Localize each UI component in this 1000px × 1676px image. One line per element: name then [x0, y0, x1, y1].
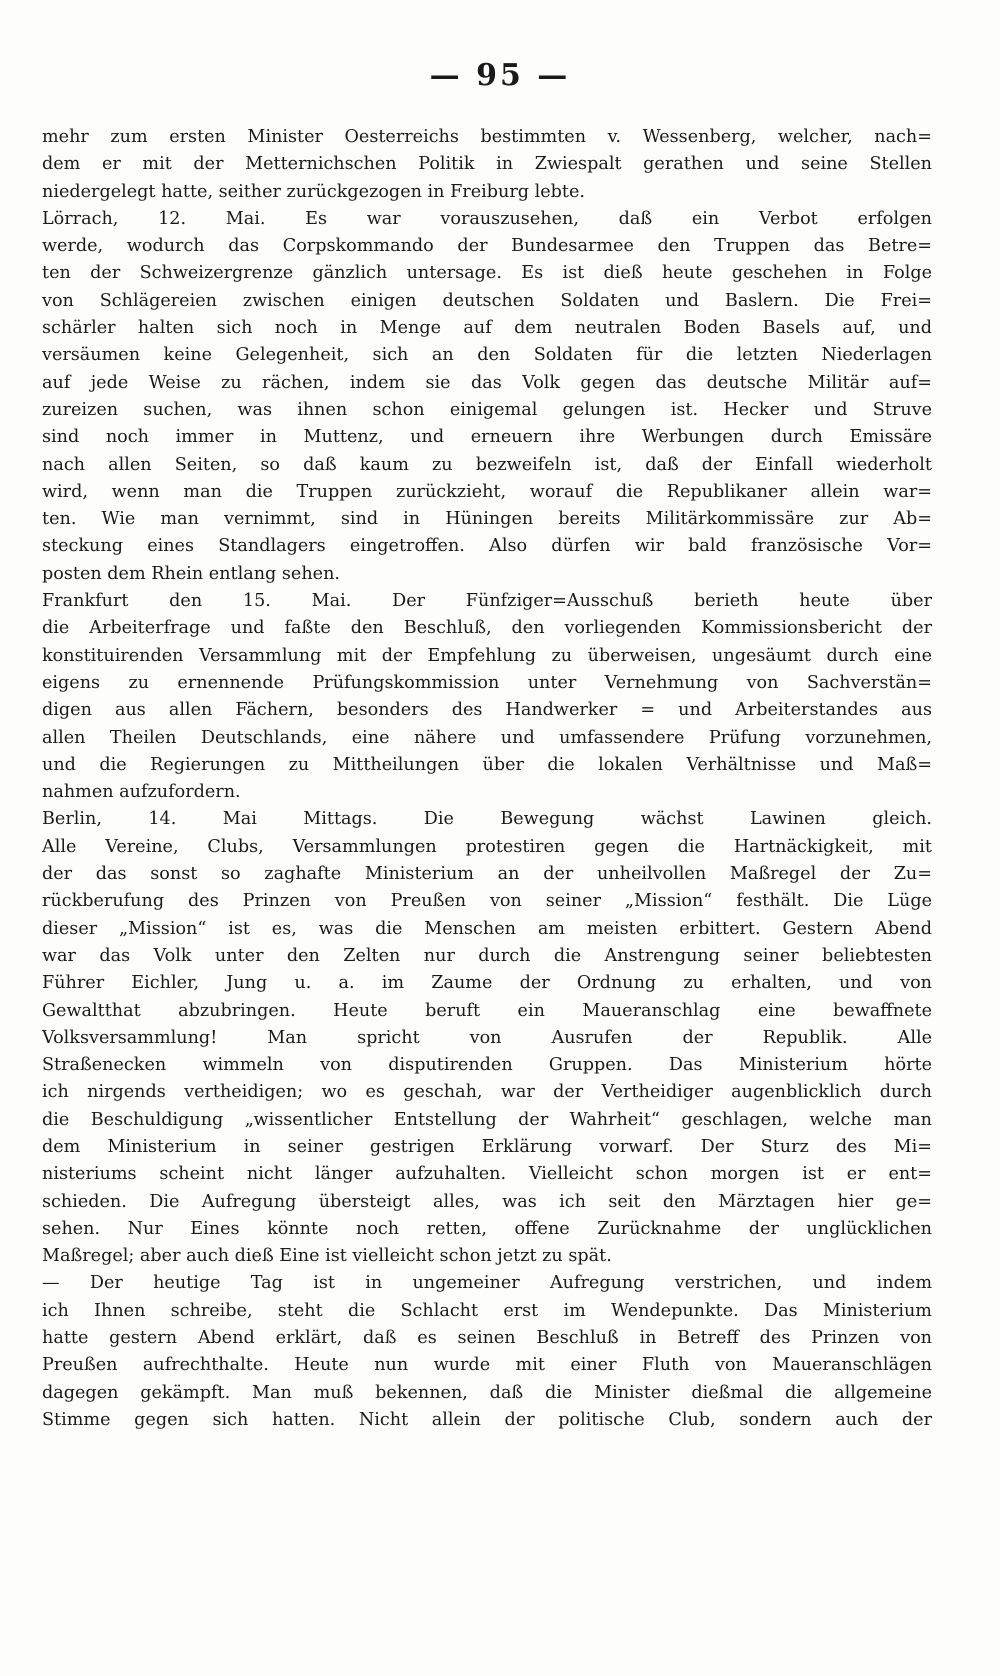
text-line: dem Ministerium in seiner gestrigen Erklärung vorwarf. Der Sturz des Mi=	[42, 1136, 932, 1157]
text-line: — Der heutige Tag ist in ungemeiner Aufregung verstrichen, und indem	[42, 1273, 932, 1294]
text-line: rückberufung des Prinzen von Preußen von seiner „Mission“ festhält. Die Lüge	[42, 891, 932, 912]
text-line: ich nirgends vertheidigen; wo es geschah, war der Vertheidiger augenblicklich durch	[42, 1082, 932, 1103]
text-line: nisteriums scheint nicht länger aufzuhalten. Vielleicht schon morgen ist er ent=	[42, 1164, 932, 1185]
text-line: Maßregel; aber auch dieß Eine ist vielleicht schon jetzt zu spät.	[42, 1246, 612, 1267]
text-line: von Schlägereien zwischen einigen deutschen Soldaten und Baslern. Die Frei=	[42, 290, 932, 311]
text-line: schieden. Die Aufregung übersteigt alles, was ich seit den Märztagen hier ge=	[42, 1191, 932, 1212]
text-line: sehen. Nur Eines könnte noch retten, offene Zurücknahme der unglücklichen	[42, 1218, 932, 1239]
text-line: dem er mit der Metternichschen Politik in Zwiespalt gerathen und seine Stellen	[42, 154, 932, 175]
text-line: konstituirenden Versammlung mit der Empfehlung zu überweisen, ungesäumt durch eine	[42, 645, 932, 666]
text-line: nach allen Seiten, so daß kaum zu bezweifeln ist, daß der Einfall wiederholt	[42, 454, 932, 475]
text-line: sind noch immer in Muttenz, und erneuern ihre Werbungen durch Emissäre	[42, 427, 932, 448]
text-line: allen Theilen Deutschlands, eine nähere und umfassendere Prüfung vorzunehmen,	[42, 727, 932, 748]
text-line: Frankfurt den 15. Mai. Der Fünfziger=Ausschuß berieth heute über	[42, 591, 932, 612]
text-line: eigens zu ernennende Prüfungskommission unter Vernehmung von Sachverstän=	[42, 672, 932, 693]
text-line: Berlin, 14. Mai Mittags. Die Bewegung wächst Lawinen gleich.	[42, 809, 932, 830]
text-line: werde, wodurch das Corpskommando der Bundesarmee den Truppen das Betre=	[42, 236, 932, 257]
text-line: dagegen gekämpft. Man muß bekennen, daß die Minister dießmal die allgemeine	[42, 1382, 932, 1403]
text-line: nahmen aufzufordern.	[42, 782, 241, 803]
text-line: die Arbeiterfrage und faßte den Beschluß, den vorliegenden Kommissionsbericht der	[42, 618, 932, 639]
text-line: Preußen aufrechthalte. Heute nun wurde mit einer Fluth von Maueranschlägen	[42, 1355, 932, 1376]
text-line: dieser „Mission“ ist es, was die Menschen am meisten erbittert. Gestern Abend	[42, 918, 932, 939]
text-line: posten dem Rhein entlang sehen.	[42, 563, 341, 584]
body-text	[42, 124, 932, 1434]
text-line: und die Regierungen zu Mittheilungen über die lokalen Verhältnisse und Maß=	[42, 754, 932, 775]
text-line: Volksversammlung! Man spricht von Ausrufen der Republik. Alle	[42, 1027, 932, 1048]
text-line: Gewaltthat abzubringen. Heute beruft ein Maueranschlag eine bewaffnete	[42, 1000, 932, 1021]
text-line: zureizen suchen, was ihnen schon einigemal gelungen ist. Hecker und Struve	[42, 399, 932, 420]
text-line: ten der Schweizergrenze gänzlich untersage. Es ist dieß heute geschehen in Folge	[42, 263, 932, 284]
text-line: schärler halten sich noch in Menge auf dem neutralen Boden Basels auf, und	[42, 318, 932, 339]
text-line: Lörrach, 12. Mai. Es war vorauszusehen, daß ein Verbot erfolgen	[42, 208, 932, 229]
text-line: war das Volk unter den Zelten nur durch die Anstrengung seiner beliebtesten	[42, 945, 932, 966]
text-line: Führer Eichler, Jung u. a. im Zaume der Ordnung zu erhalten, und von	[42, 973, 932, 994]
text-line: Stimme gegen sich hatten. Nicht allein der politische Club, sondern auch der	[42, 1409, 932, 1430]
text-line: Straßenecken wimmeln von disputirenden Gruppen. Das Ministerium hörte	[42, 1055, 932, 1076]
text-line: versäumen keine Gelegenheit, sich an den Soldaten für die letzten Niederlagen	[42, 345, 932, 366]
text-line: ich Ihnen schreibe, steht die Schlacht erst im Wendepunkte. Das Ministerium	[42, 1300, 932, 1321]
text-line: ten. Wie man vernimmt, sind in Hüningen bereits Militärkommissäre zur Ab=	[42, 509, 932, 530]
text-line: Alle Vereine, Clubs, Versammlungen protestiren gegen die Hartnäckigkeit, mit	[42, 836, 932, 857]
text-line: steckung eines Standlagers eingetroffen. Also dürfen wir bald französische Vor=	[42, 536, 932, 557]
text-line: wird, wenn man die Truppen zurückzieht, worauf die Republikaner allein war=	[42, 481, 932, 502]
text-line: digen aus allen Fächern, besonders des Handwerker = und Arbeiterstandes aus	[42, 700, 932, 721]
text-line: niedergelegt hatte, seither zurückgezogen in Freiburg lebte.	[42, 181, 585, 202]
text-line: der das sonst so zaghafte Ministerium an der unheilvollen Maßregel der Zu=	[42, 864, 932, 885]
page-number: — 95 —	[429, 58, 571, 93]
text-line: auf jede Weise zu rächen, indem sie das Volk gegen das deutsche Militär auf=	[42, 372, 932, 393]
text-line: die Beschuldigung „wissentlicher Entstellung der Wahrheit“ geschlagen, welche man	[42, 1109, 932, 1130]
text-line: hatte gestern Abend erklärt, daß es seinen Beschluß in Betreff des Prinzen von	[42, 1328, 932, 1349]
text-line: mehr zum ersten Minister Oesterreichs bestimmten v. Wessenberg, welcher, nach=	[42, 127, 932, 147]
